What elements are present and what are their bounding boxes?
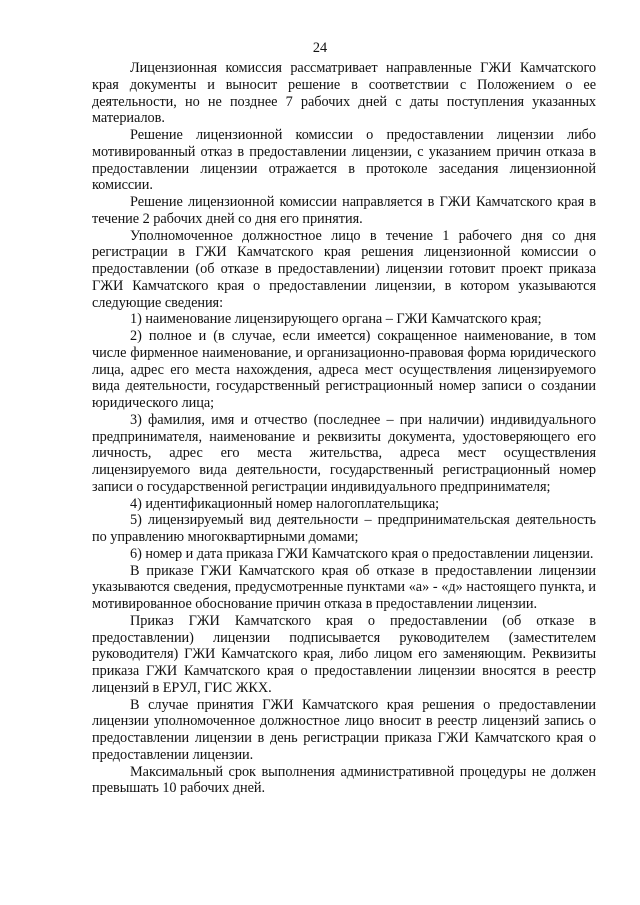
paragraph: Решение лицензионной комиссии о предоставлении лицензии либо мотивированный отказ в предоставлении лицензии, с указанием причин отказа в предоставлении лицензии отражается в протоколе заседания лицензионной комиссии. xyxy=(92,127,596,194)
list-item: 5) лицензируемый вид деятельности – предпринимательская деятельность по управлению многоквартирными домами; xyxy=(92,512,596,545)
paragraph: Лицензионная комиссия рассматривает направленные ГЖИ Камчатского края документы и выносит решение в соответствии с Положением о ее деятельности, но не позднее 7 рабочих дней с даты поступления указанных материалов. xyxy=(92,60,596,127)
list-item: 4) идентификационный номер налогоплательщика; xyxy=(130,495,440,512)
paragraph: Решение лицензионной комиссии направляется в ГЖИ Камчатского края в течение 2 рабочих дней со дня его принятия. xyxy=(92,194,596,227)
paragraph: Уполномоченное должностное лицо в течение 1 рабочего дня со дня регистрации в ГЖИ Камчатского края решения лицензионной комиссии о предоставлении (об отказе в предоставлении) лицензии готовит проект приказа ГЖИ Камчатского края о предоставлении лицензии, в котором указываются следующие сведения: xyxy=(92,227,596,311)
list-item: 3) фамилия, имя и отчество (последнее – при наличии) индивидуального предпринимателя, наименование и реквизиты документа, удостоверяющего его личность, адрес его места жительства, адреса мест осуществления лицензируемого вида деятельности, государственный регистрационный номер записи о государственной регистрации индивидуального предпринимателя; xyxy=(92,411,596,495)
list-item: 1) наименование лицензирующего органа – ГЖИ Камчатского края; xyxy=(130,311,542,328)
list-item: 2) полное и (в случае, если имеется) сокращенное наименование, в том числе фирменное наименование, и организационно-правовая форма юридического лица, адрес его места нахождения, адреса мест осуществления лицензируемого вида деятельности, государственный регистрационный номер записи о создании юридического лица; xyxy=(92,328,596,411)
paragraph: В случае принятия ГЖИ Камчатского края решения о предоставлении лицензии уполномоченное должностное лицо вносит в реестр лицензий запись о предоставлении лицензии в день регистрации приказа ГЖИ Камчатского края о предоставлении лицензии. xyxy=(92,696,596,763)
document-body xyxy=(92,60,596,797)
paragraph: Приказ ГЖИ Камчатского края о предоставлении (об отказе в предоставлении) лицензии подписывается руководителем (заместителем руководителя) ГЖИ Камчатского края, либо лицом его заменяющим. Реквизиты приказа ГЖИ Камчатского края о предоставлении лицензии вносятся в реестр лицензий в ЕРУЛ, ГИС ЖКХ. xyxy=(92,612,596,696)
page-number: 24 xyxy=(312,40,328,56)
paragraph: Максимальный срок выполнения административной процедуры не должен превышать 10 рабочих дней. xyxy=(92,763,596,797)
paragraph: В приказе ГЖИ Камчатского края об отказе в предоставлении лицензии указываются сведения, предусмотренные пунктами «а» - «д» настоящего пункта, и мотивированное обоснование причин отказа в предоставлении лицензии. xyxy=(92,562,596,612)
list-item: 6) номер и дата приказа ГЖИ Камчатского края о предоставлении лицензии. xyxy=(130,545,594,562)
